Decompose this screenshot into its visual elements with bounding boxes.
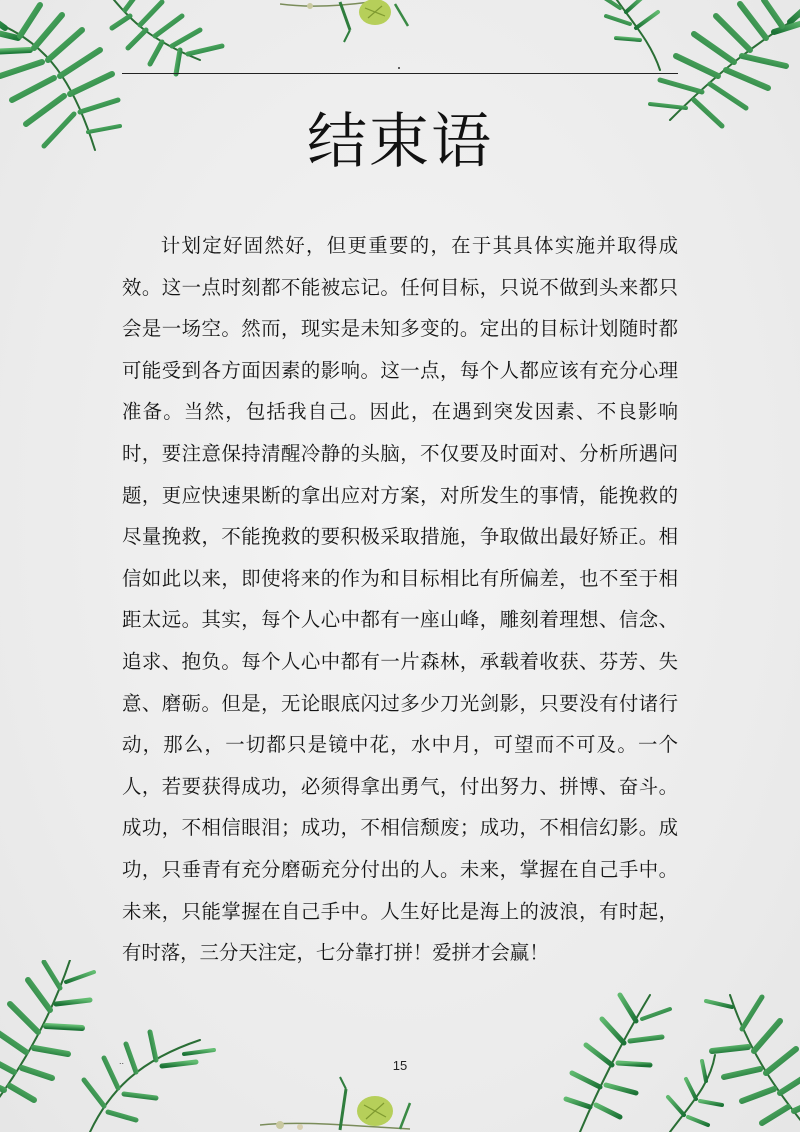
page-number: 15	[392, 1058, 408, 1073]
flower-bud-icon	[280, 0, 430, 45]
palm-leaf-icon	[0, 960, 230, 1132]
page-title: 结束语	[307, 107, 493, 177]
body-paragraph: 计划定好固然好，但更重要的，在于其具体实施并取得成效。这一点时刻都不能被忘记。任何目标，只说不做到头来都只会是一场空。然而，现实是未知多变的。定出的目标计划随时都可能受到各方面因素的影响。这一点，每个人都应该有充分心理准备。当然，包括我自己。因此，在遇到突发因素、不良影响时，要注意保持清醒冷静的头脑，不仅要及时面对、分析所遇问题，更应快速果断的拿出应对方案，对所发生的事情，能挽救的尽量挽救，不能挽救的要积极采取措施，争取做出最好矫正。相信如此以来，即使将来的作为和目标相比有所偏差，也不至于相距太远。其实，每个人心中都有一座山峰，雕刻着理想、信念、追求、抱负。每个人心中都有一片森林，承载着收获、芬芳、失意、磨砺。但是，无论眼底闪过多少刀光剑影，只要没有付诸行动，那么，一切都只是镜中花，水中月，可望而不可及。一个人，若要获得成功，必须得拿出勇气，付出努力、拼博、奋斗。成功，不相信眼泪；成功，不相信颓废；成功，不相信幻影。成功，只垂青有充分磨砺充分付出的人。未来，掌握在自己手中。未来，只能掌握在自己手中。人生好比是海上的波浪，有时起，有时落，三分天注定，七分靠打拼！爱拼才会赢！	[122, 234, 678, 965]
header-dot	[398, 67, 400, 69]
header-rule	[122, 73, 678, 74]
footer-marks: ..	[119, 1056, 125, 1066]
flower-bud-icon	[260, 1075, 440, 1132]
palm-leaf-icon	[540, 975, 800, 1132]
